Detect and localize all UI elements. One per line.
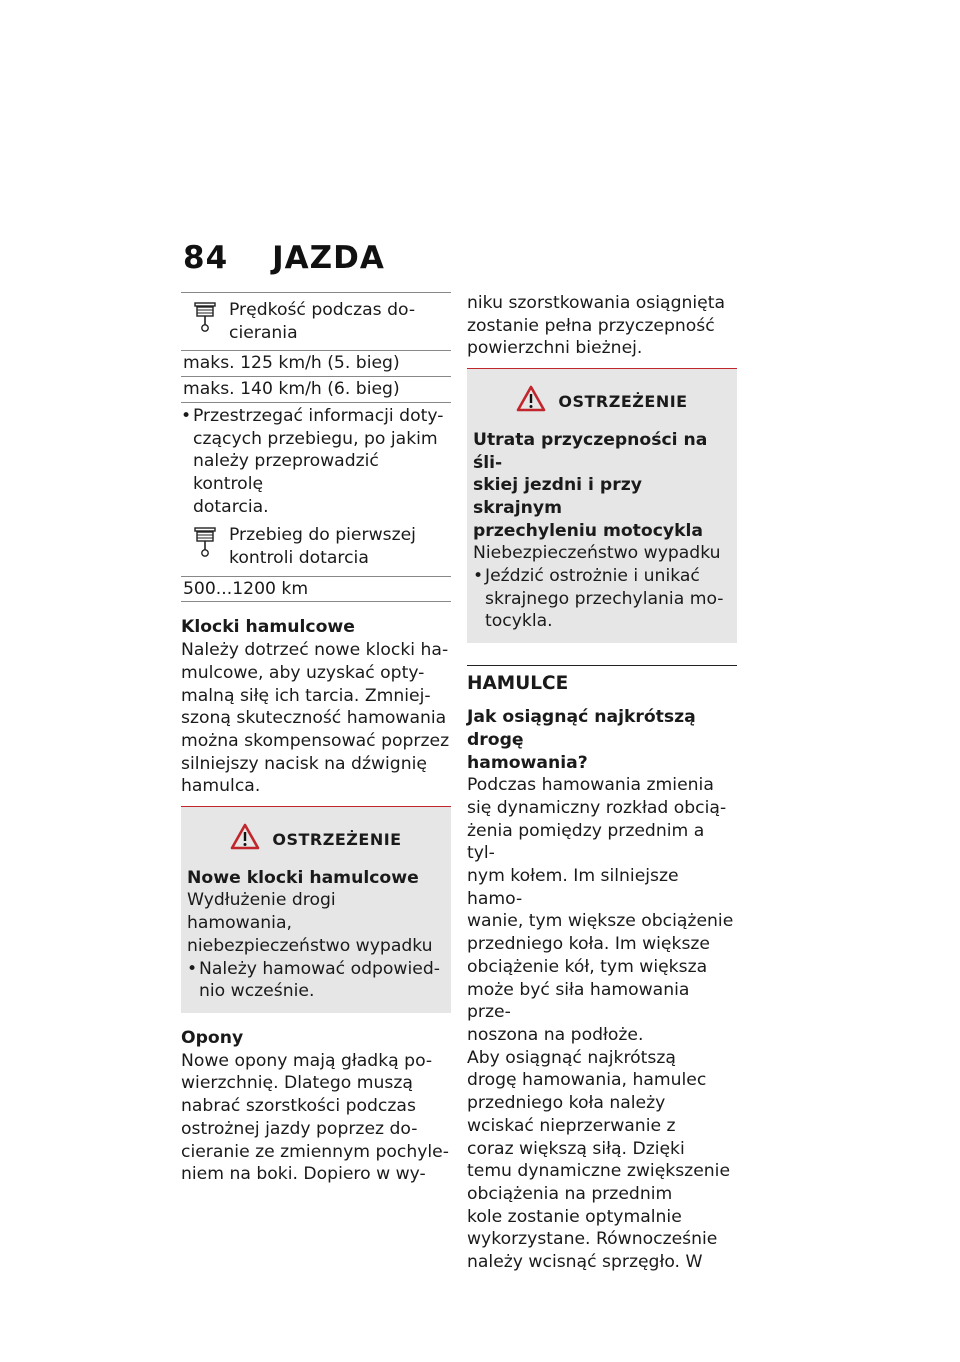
tyres-heading: Opony <box>181 1027 244 1048</box>
bullet-text: Przestrzegać informacji doty- czących przebiegu, po jakim należy przeprowadzić kontrolę dotarcia. <box>193 405 444 517</box>
spacer <box>181 1013 451 1027</box>
list-item <box>473 565 731 633</box>
spacer <box>467 360 737 368</box>
bullet-icon: • <box>473 566 484 587</box>
left-column <box>181 292 451 1186</box>
spacer <box>181 798 451 806</box>
warning-header <box>473 379 731 429</box>
warning-box <box>181 806 451 1013</box>
bullet-icon: • <box>187 958 198 979</box>
spec-title: Prędkość podczas do- cierania <box>229 300 416 343</box>
warning-box <box>467 368 737 643</box>
brake-pads-text: Należy dotrzeć nowe klocki ha- mulcowe, aby uzyskać opty- malną siłę ich tarcia. Zmniej- szoną skuteczność hamowania można skompensować poprzez silniejszy nacisk na dźwignię hamulca. <box>181 640 450 797</box>
warning-title: Utrata przyczepności na śli- skiej jezdni i przy skrajnym przechyleniu motocykla <box>473 429 708 541</box>
spec-table-breakin-speed <box>181 292 451 403</box>
section-heading: HAMULCE <box>467 665 737 698</box>
spec-header <box>181 293 451 350</box>
warning-label: OSTRZEŻENIE <box>558 391 688 411</box>
warning-text: Wydłużenie drogi hamowania, niebezpieczeństwo wypadku <box>187 890 433 956</box>
braking-text-2: Aby osiągnąć najkrótszą drogę hamowania, hamulec przedniego koła należy wciskać nieprzerwanie z coraz większą siłą. Dzięki temu dynamiczne zwiększenie obciążenia na przednim kole zostanie optymalnie wykorzystane. Równocześnie należy wcisnąć sprzęgło. W <box>467 1047 731 1273</box>
spacer <box>181 602 451 616</box>
braking-question-heading: Jak osiągnąć najkrótszą drogę hamowania? <box>467 707 696 773</box>
engine-piston-icon <box>181 299 229 333</box>
warning-triangle-icon <box>516 385 546 419</box>
spec-table-first-check <box>181 518 451 602</box>
page-header <box>183 240 385 276</box>
bullet-icon: • <box>181 405 192 426</box>
spacer <box>467 698 737 706</box>
list-item <box>181 405 451 519</box>
spec-row: maks. 125 km/h (5. bieg) <box>181 350 451 376</box>
spec-header <box>181 518 451 575</box>
braking-text-1: Podczas hamowania zmienia się dynamiczny rozkład obcią- żenia pomiędzy przednim a tyl- nym kołem. Im silniejsze hamo- wanie, tym większe obciążenie przedniego koła. Im większe obciążenie kół, tym większa może być siła hamowania prze- noszona na podłoże. <box>467 775 734 1045</box>
brake-pads-heading: Klocki hamulcowe <box>181 617 355 638</box>
warning-title: Nowe klocki hamulcowe <box>187 867 419 888</box>
spec-title: Przebieg do pierwszej kontroli dotarcia <box>229 525 416 569</box>
spec-row: 500...1200 km <box>181 576 451 602</box>
list-item <box>187 958 445 1003</box>
warning-header <box>187 817 445 867</box>
bullet-text: Jeździć ostrożnie i unikać skrajnego przechylania mo- tocykla. <box>485 566 724 632</box>
spacer <box>467 643 737 665</box>
warning-triangle-icon <box>230 823 260 857</box>
warning-text: Niebezpieczeństwo wypadku <box>473 543 721 564</box>
tyres-text-continued: niku szorstkowania osiągnięta zostanie pełna przyczepność powierzchni bieżnej. <box>467 293 726 359</box>
spec-row: maks. 140 km/h (6. bieg) <box>181 376 451 402</box>
right-column <box>467 292 737 1274</box>
engine-piston-icon <box>181 524 229 558</box>
page-number: 84 <box>183 240 229 276</box>
section-title: JAZDA <box>272 240 385 276</box>
tyres-text: Nowe opony mają gładką po- wierzchnię. Dlatego muszą nabrać szorstkości podczas ostrożnej jazdy poprzez do- cieranie ze zmiennym pochyle- niem na boki. Dopiero w wy- <box>181 1050 449 1185</box>
warning-label: OSTRZEŻENIE <box>272 829 402 849</box>
bullet-text: Należy hamować odpowied- nio wcześnie. <box>199 958 440 1002</box>
